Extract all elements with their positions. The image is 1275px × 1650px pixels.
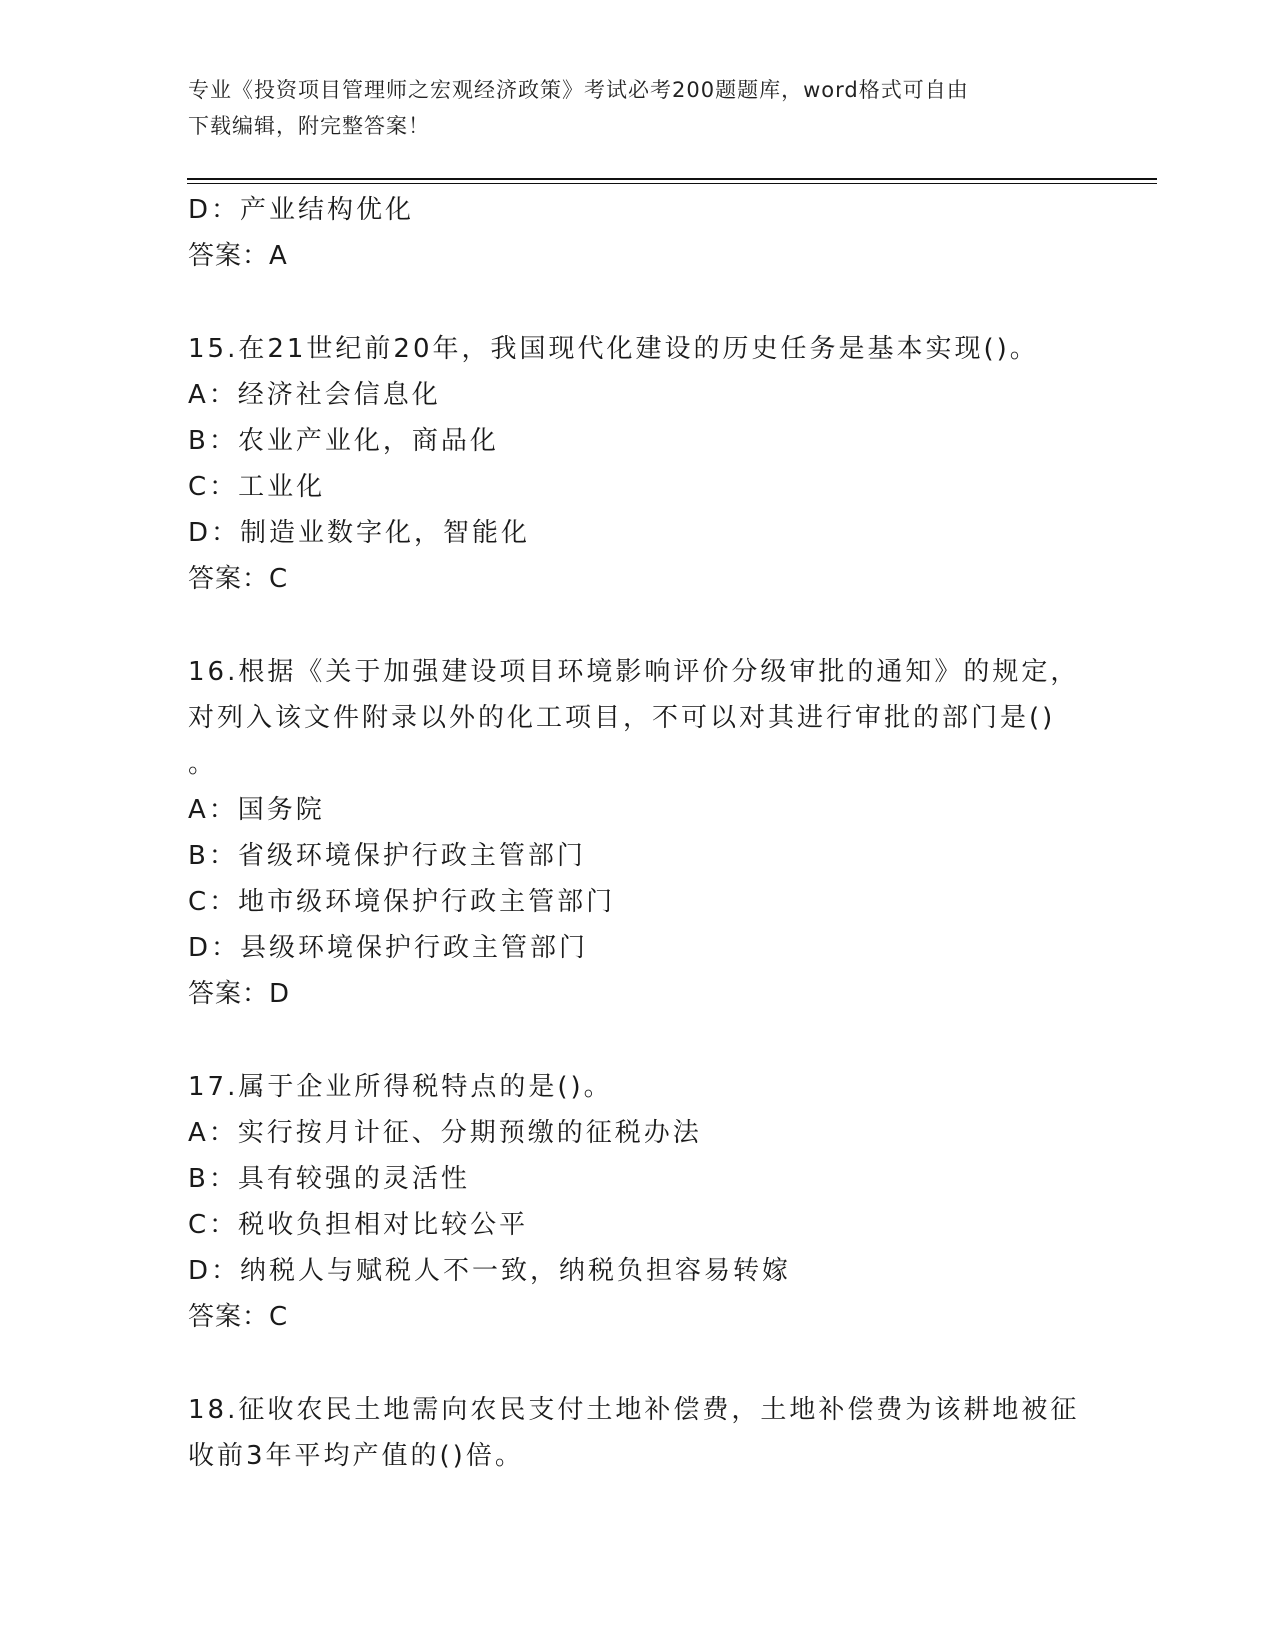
spacer [188, 1340, 1088, 1387]
option-d: D：县级环境保护行政主管部门 [188, 933, 589, 963]
header-rule-thick [187, 178, 1157, 180]
option-d: D：产业结构优化 [188, 195, 415, 225]
question-stem: 15.在21世纪前20年，我国现代化建设的历史任务是基本实现()。 [188, 334, 1039, 364]
header-line-2: 下载编辑，附完整答案！ [188, 114, 430, 138]
option-b: B：具有较强的灵活性 [188, 1164, 470, 1194]
option-d: D：制造业数字化，智能化 [188, 518, 531, 548]
option-d: D：纳税人与赋税人不一致，纳税负担容易转嫁 [188, 1256, 792, 1286]
header-line-1: 专业《投资项目管理师之宏观经济政策》考试必考200题题库，word格式可自由 [188, 78, 969, 102]
answer-line: 答案：A [188, 241, 288, 271]
option-b: B：省级环境保护行政主管部门 [188, 841, 586, 871]
question-stem-line-2: 对列入该文件附录以外的化工项目，不可以对其进行审批的部门是() [188, 703, 1056, 733]
answer-line: 答案：C [188, 564, 289, 594]
question-list [188, 187, 1088, 1479]
question-stem-line-2: 收前3年平均产值的()倍。 [188, 1441, 524, 1471]
question-18 [188, 1387, 1088, 1479]
option-c: C：税收负担相对比较公平 [188, 1210, 529, 1240]
question-stem-line-3: 。 [188, 749, 218, 779]
question-17 [188, 1064, 1088, 1340]
header-rule-thin [187, 183, 1157, 184]
question-stem-line-1: 16.根据《关于加强建设项目环境影响评价分级审批的通知》的规定， [188, 657, 1080, 687]
question-15 [188, 326, 1088, 602]
option-a: A：国务院 [188, 795, 325, 825]
option-c: C：工业化 [188, 472, 326, 502]
question-16 [188, 649, 1088, 1017]
spacer [188, 602, 1088, 649]
spacer [188, 1017, 1088, 1064]
question-stem: 17.属于企业所得税特点的是()。 [188, 1072, 613, 1102]
spacer [188, 279, 1088, 326]
option-a: A：实行按月计征、分期预缴的征税办法 [188, 1118, 702, 1148]
question-stem-line-1: 18.征收农民土地需向农民支付土地补偿费，土地补偿费为该耕地被征 [188, 1395, 1080, 1425]
answer-line: 答案：D [188, 979, 291, 1009]
option-b: B：农业产业化，商品化 [188, 426, 499, 456]
answer-line: 答案：C [188, 1302, 289, 1332]
document-header [188, 72, 1088, 144]
question-14-tail [188, 187, 1088, 279]
option-c: C：地市级环境保护行政主管部门 [188, 887, 616, 917]
option-a: A：经济社会信息化 [188, 380, 441, 410]
